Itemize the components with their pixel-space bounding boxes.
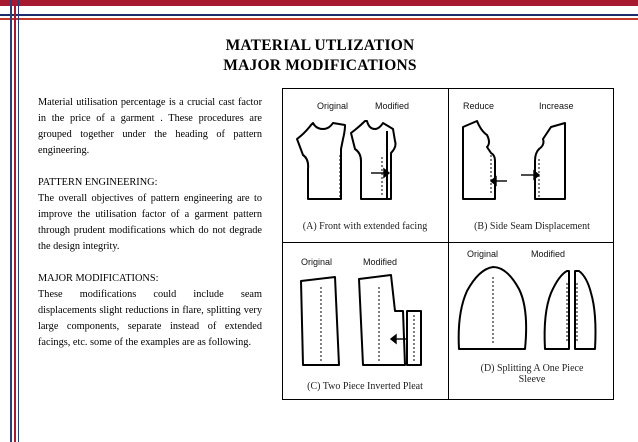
figure-b-panel bbox=[449, 89, 615, 242]
side-seam-diagram-icon bbox=[449, 89, 615, 219]
section2-heading-para bbox=[38, 271, 262, 287]
left-blue-bar bbox=[10, 0, 12, 442]
slide-title bbox=[200, 36, 440, 76]
top-red-line bbox=[0, 18, 638, 20]
figure-b-label-increase: Increase bbox=[539, 101, 574, 111]
intro-paragraph: Material utilisation percentage is a crucial cast factor in the price of a garment . These procedures are grouped together under the heading of pattern engineering. bbox=[38, 97, 262, 156]
body-text bbox=[38, 95, 262, 367]
title-line-1: MATERIAL UTLIZATION bbox=[225, 37, 415, 54]
title-line-2: MAJOR MODIFICATIONS bbox=[223, 57, 417, 74]
figure-c-caption: (C) Two Piece Inverted Pleat bbox=[307, 381, 423, 392]
left-red-bar bbox=[14, 0, 16, 442]
figure-c-label-modified: Modified bbox=[363, 257, 398, 267]
figure-d-caption-line2: Sleeve bbox=[518, 374, 546, 385]
figure-a-label-original: Original bbox=[317, 101, 349, 111]
figure-c-panel bbox=[283, 243, 448, 401]
figure-d-label-original: Original bbox=[467, 249, 499, 259]
section1-heading: PATTERN ENGINEERING: bbox=[38, 177, 158, 188]
figure-d-label-modified: Modified bbox=[531, 249, 566, 259]
figure-a-panel bbox=[283, 89, 448, 242]
figure-d-caption bbox=[451, 363, 613, 385]
sleeve-diagram-icon bbox=[449, 243, 615, 363]
top-decorative-rule bbox=[0, 0, 638, 22]
section2-paragraph: These modifications could include seam displacements slight reductions in flare, splitting very large components, separate instead of extended facings, etc. some of the examples are as following. bbox=[38, 289, 262, 348]
figure-a-caption: (A) Front with extended facing bbox=[302, 221, 428, 232]
figure-d-caption-line1: (D) Splitting A One Piece bbox=[480, 363, 584, 374]
top-blue-line bbox=[0, 14, 638, 16]
top-red-band bbox=[0, 0, 638, 6]
figure-a-label-modified: Modified bbox=[375, 101, 410, 111]
figure-b-caption: (B) Side Seam Displacement bbox=[474, 221, 590, 232]
garment-front-diagram-icon bbox=[283, 89, 448, 219]
pleat-diagram-icon bbox=[283, 243, 448, 378]
figure-b-label-reduce: Reduce bbox=[463, 101, 495, 111]
section1-paragraph: The overall objectives of pattern engineering are to improve the utilisation factor of a garment pattern through prudent modifications which do not degrade the design integrity. bbox=[38, 193, 262, 252]
figure-c-label-original: Original bbox=[301, 257, 333, 267]
figure-d-panel bbox=[449, 243, 615, 401]
section1-heading-para bbox=[38, 175, 262, 191]
figure-grid bbox=[282, 88, 614, 400]
left-blue-thin-bar bbox=[18, 0, 19, 442]
left-decorative-bars bbox=[0, 0, 20, 442]
section2-heading: MAJOR MODIFICATIONS: bbox=[38, 273, 159, 284]
